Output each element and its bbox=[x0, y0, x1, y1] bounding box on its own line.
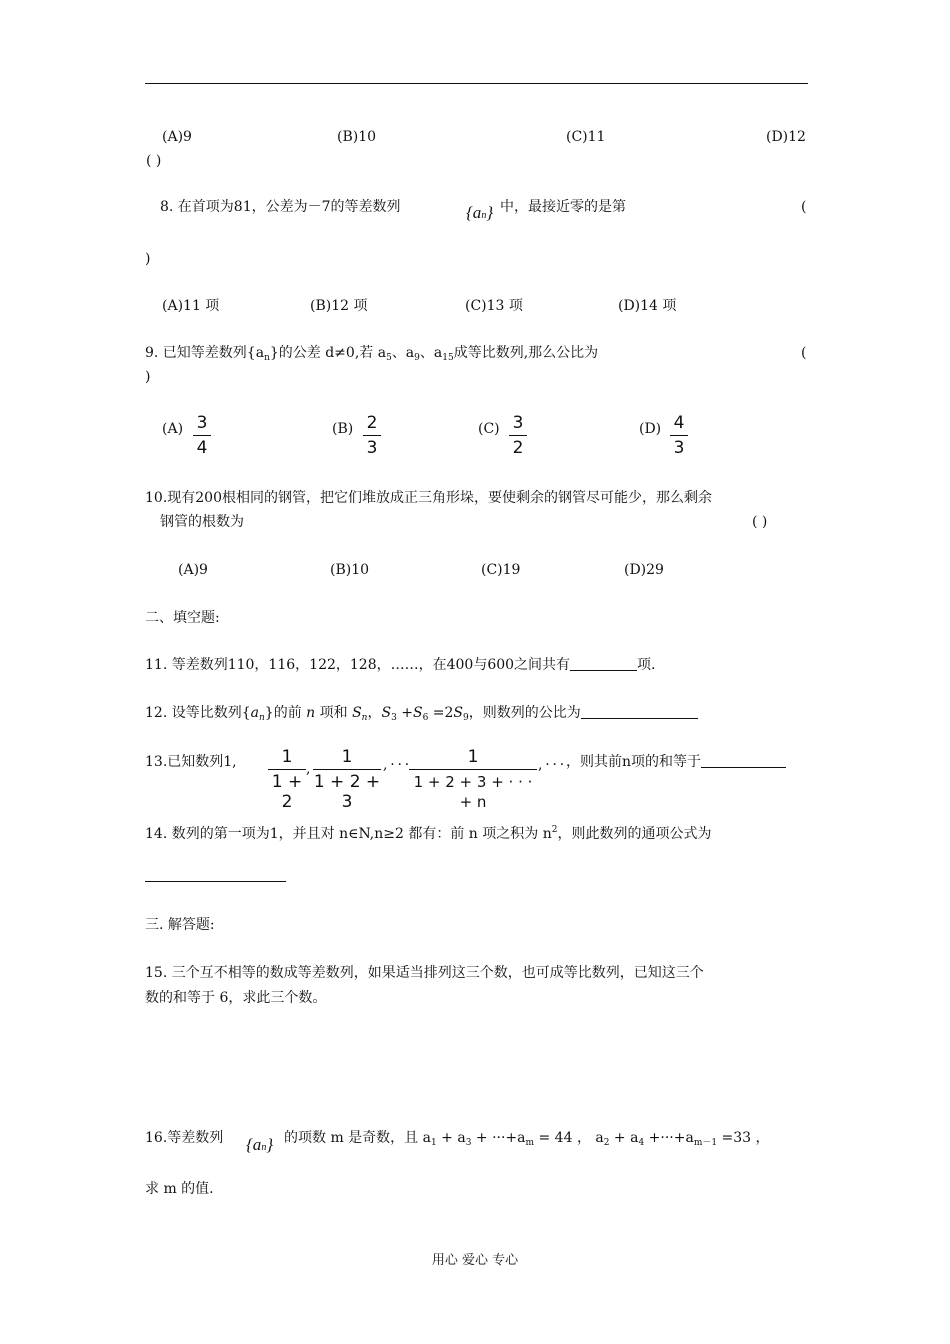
q16-seq-symbol: {an} bbox=[246, 1135, 274, 1154]
q9-option-d-label: (D) bbox=[639, 421, 662, 437]
q16-text: 16.等差数列 bbox=[145, 1130, 224, 1146]
q9-option-c-label: (C) bbox=[478, 421, 500, 437]
q8-seq-symbol: {an} bbox=[466, 203, 494, 222]
q8-option-c: (C)13 项 bbox=[465, 298, 523, 314]
q12-text: 12. 设等比数列$\{a_n\}$的前 n 项和 $S_n$，$S_3 +S_6 =2S_9$，则数列的公比为 bbox=[145, 704, 698, 727]
q14-answer-blank-row bbox=[145, 867, 286, 885]
q7-option-b: (B)10 bbox=[337, 129, 377, 145]
q8-text-b: 中，最接近零的是第 bbox=[500, 199, 626, 215]
q13-answer-blank[interactable] bbox=[701, 753, 786, 768]
q7-option-a: (A)9 bbox=[162, 129, 192, 145]
q13-fraction-1: 1 1 + 2 bbox=[268, 747, 306, 812]
q8-option-b: (B)12 项 bbox=[310, 298, 368, 314]
q9-option-a-fraction: 3 4 bbox=[193, 413, 211, 458]
q11-text: 11. 等差数列110，116，122，128，……，在400与600之间共有 项. bbox=[145, 657, 656, 673]
q8-text: 8. 在首项为81，公差为－7的等差数列 bbox=[160, 199, 401, 215]
q9-paren-open: ( bbox=[801, 345, 807, 361]
q10-option-a: (A)9 bbox=[178, 562, 208, 578]
q7-option-c: (C)11 bbox=[566, 129, 606, 145]
section-fill-in-heading: 二、填空题: bbox=[145, 610, 220, 626]
page-footer: 用心 爱心 专心 bbox=[431, 1253, 519, 1268]
q15-line1: 15. 三个互不相等的数成等差数列，如果适当排列这三个数，也可成等比数列，已知这三个 bbox=[145, 965, 704, 981]
q13-dots-2: , · · · bbox=[538, 757, 565, 773]
q7-answer-paren: ( ) bbox=[146, 153, 162, 169]
q8-paren-close: ) bbox=[145, 251, 151, 267]
q7-option-d: (D)12 bbox=[766, 129, 806, 145]
q9-option-b-fraction: 2 3 bbox=[363, 413, 381, 458]
q10-option-c: (C)19 bbox=[481, 562, 521, 578]
q12-answer-blank[interactable] bbox=[581, 704, 698, 719]
q10-line1: 10.现有200根相同的钢管，把它们堆放成正三角形垛，要使剩余的钢管尽可能少，那么剩余 bbox=[145, 490, 712, 506]
q9-option-a-label: (A) bbox=[162, 421, 184, 437]
q13-fraction-2: 1 1 + 2 + 3 bbox=[313, 747, 381, 812]
q16-text-b: 的项数 m 是奇数，且 $a_1 + a_3 + \cdot\cdot\cdot+a_m = 44$ ， $a_2 + a_4 +\cdot\cdot\cdot+a_{m-1} =33$ ， bbox=[284, 1130, 770, 1148]
q8-option-a: (A)11 项 bbox=[162, 298, 220, 314]
q9-option-c-fraction: 3 2 bbox=[509, 413, 527, 458]
q8-option-d: (D)14 项 bbox=[618, 298, 677, 314]
q9-option-d-fraction: 4 3 bbox=[670, 413, 688, 458]
q14-answer-blank[interactable] bbox=[145, 867, 286, 882]
q10-answer-paren: ( ) bbox=[752, 514, 768, 530]
q13-fraction-3: 1 1 + 2 + 3 + · · · + n bbox=[409, 747, 537, 812]
q8-paren-open: ( bbox=[801, 199, 807, 215]
q14-text: 14. 数列的第一项为1，并且对 n∈N,n≥2 都有：前 n 项之积为 $n^2$，则此数列的通项公式为 bbox=[145, 825, 712, 842]
q9-option-b-label: (B) bbox=[332, 421, 354, 437]
q16-line2: 求 m 的值. bbox=[145, 1181, 214, 1197]
section-solve-heading: 三. 解答题: bbox=[145, 917, 215, 933]
q9-paren-close: ) bbox=[145, 369, 151, 385]
q13-dots: , · · · bbox=[383, 757, 410, 773]
q10-line2: 钢管的根数为 bbox=[160, 514, 244, 530]
q13-suffix: ，则其前n项的和等于 bbox=[566, 753, 786, 771]
q10-option-d: (D)29 bbox=[624, 562, 664, 578]
header-rule bbox=[145, 83, 808, 84]
q9-text: 9. 已知等差数列$\{a_n\}$的公差 d≠0,若 $a_5$、$a_9$、$a_{15}$成等比数列,那么公比为 bbox=[145, 345, 599, 363]
q15-line2: 数的和等于 6，求此三个数。 bbox=[145, 990, 327, 1006]
q13-comma: , bbox=[306, 761, 311, 777]
q10-option-b: (B)10 bbox=[330, 562, 370, 578]
q11-answer-blank[interactable] bbox=[570, 656, 637, 671]
q13-text: 13.已知数列1, bbox=[145, 754, 237, 770]
